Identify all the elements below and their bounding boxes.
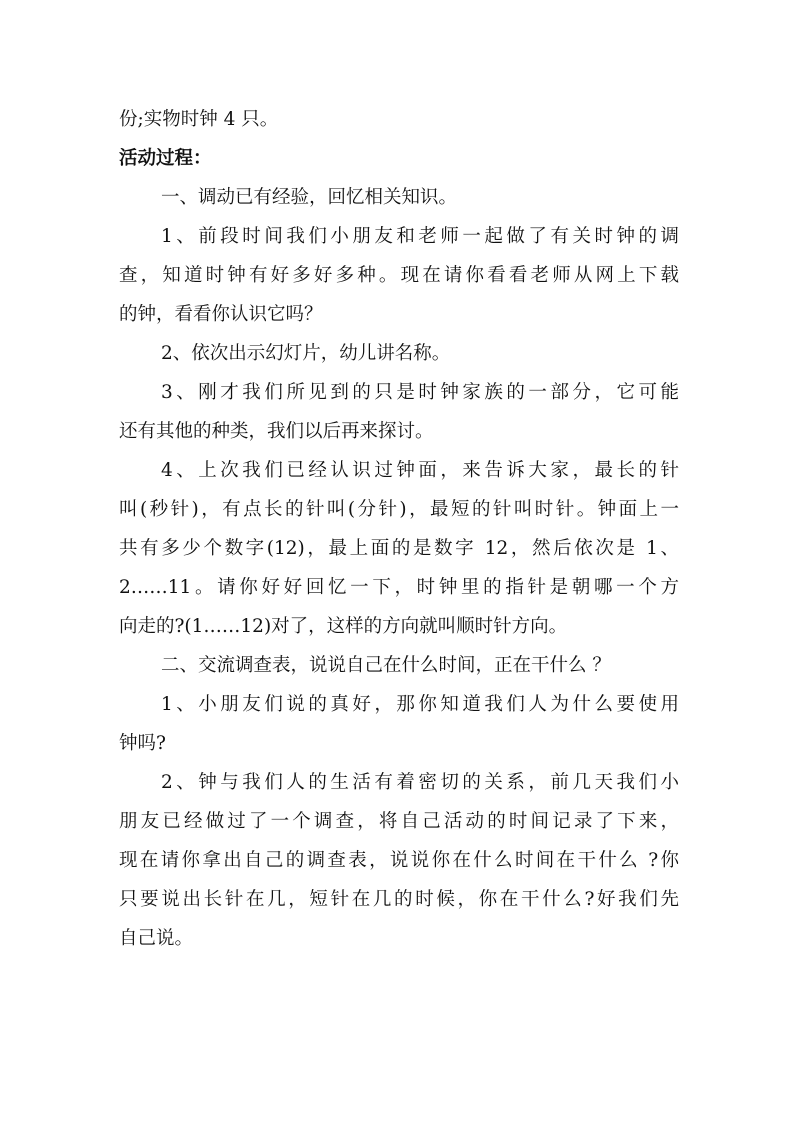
paragraph-line: 还有其他的种类，我们以后再来探讨。	[119, 421, 434, 442]
paragraph-line: 共有多少个数字(12)，最上面的是数字 12，然后依次是 1、	[119, 538, 679, 559]
paragraph-line: 的钟，看看你认识它吗？	[119, 304, 323, 325]
paragraph-line: 只要说出长针在几，短针在几的时候，你在干什么?好我们先	[119, 889, 679, 910]
section-heading: 活动过程：	[119, 148, 212, 169]
paragraph-line: 自己说。	[119, 928, 194, 949]
section-title: 二、交流调查表，说说自己在什么时间，正在干什么 ？	[161, 655, 611, 676]
paragraph-line: 朋友已经做过了一个调查，将自己活动的时间记录了下来，	[119, 811, 679, 832]
document-body	[119, 100, 679, 958]
paragraph-line: 现在请你拿出自己的调查表，说说你在什么时间在干什么 ?你	[119, 850, 679, 871]
paragraph-line: 2……11。请你好好回忆一下，时钟里的指针是朝哪一个方	[119, 577, 679, 598]
paragraph-line: 1、小朋友们说的真好，那你知道我们人为什么要使用	[161, 694, 679, 715]
paragraph-line: 4、上次我们已经认识过钟面，来告诉大家，最长的针	[161, 460, 679, 481]
text-line: 份;实物时钟 4 只。	[119, 109, 279, 130]
paragraph-line: 2、依次出示幻灯片，幼儿讲名称。	[161, 343, 451, 364]
paragraph-line: 钟吗?	[119, 733, 166, 754]
paragraph-line: 查，知道时钟有好多好多种。现在请你看看老师从网上下载	[119, 265, 679, 286]
paragraph-line: 向走的?(1……12)对了，这样的方向就叫顺时针方向。	[119, 616, 568, 637]
section-title: 一、调动已有经验，回忆相关知识。	[161, 187, 458, 208]
paragraph-line: 叫(秒针)，有点长的针叫(分针)，最短的针叫时针。钟面上一	[119, 499, 679, 520]
paragraph-line: 2、钟与我们人的生活有着密切的关系，前几天我们小	[161, 772, 679, 793]
paragraph-line: 1、前段时间我们小朋友和老师一起做了有关时钟的调	[161, 226, 679, 247]
paragraph-line: 3、刚才我们所见到的只是时钟家族的一部分，它可能	[161, 382, 679, 403]
